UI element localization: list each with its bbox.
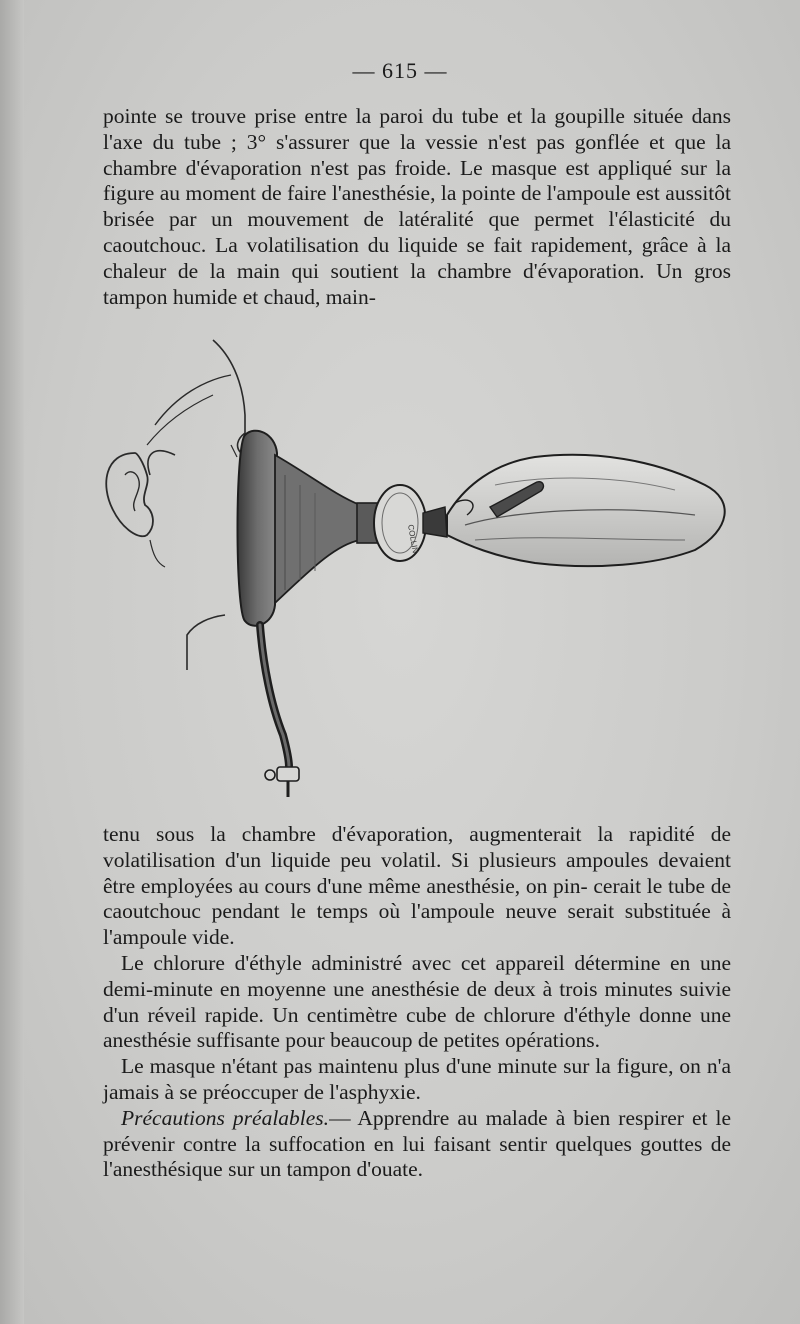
text-line: que permet l'élasticité du caoutchouc. La volatilisation du liquide [103, 207, 731, 257]
paragraph-precautions [103, 1106, 731, 1183]
text-line: dans l'axe du tube ; 3° s'assurer que la vessie n'est pas gonflée et [103, 104, 731, 154]
text-line: — Apprendre au malade à bien respirer [329, 1105, 684, 1130]
bottom-paragraphs [103, 822, 731, 1183]
text-line: Le chlorure d'éthyle administré avec cet appareil détermine en [121, 950, 691, 975]
text-line: pointe se trouve prise entre la paroi du tube et la goupille située [103, 104, 684, 128]
text-line: gouttes de l'anesthésique sur un tampon d'ouate. [103, 1131, 731, 1182]
figure-drawing [95, 335, 735, 805]
top-paragraph [103, 104, 731, 310]
text-line: une demi-minute en moyenne une anesthésie de deux à trois [103, 950, 732, 1001]
anesthesia-mask-illustration [238, 431, 448, 626]
paragraph-continuation [103, 822, 731, 951]
device-label: COLLIN [406, 523, 420, 554]
text-line: et le prévenir contre la suffocation en lui faisant sentir quelques [103, 1105, 732, 1156]
text-line: opérations. [505, 1028, 600, 1053]
page-gutter-shadow [0, 0, 24, 1324]
text-line: neuve serait substituée à l'ampoule vide. [103, 899, 731, 950]
text-line: cerait le tube de caoutchouc pendant le temps où l'ampoule [103, 873, 732, 924]
page-number: — 615 — [352, 58, 448, 83]
text-line: se fait rapidement, grâce à la chaleur de la main qui soutient la [103, 232, 731, 283]
text-line: volatilisation d'un liquide peu volatil. Si plusieurs ampoules [103, 847, 649, 872]
paragraph-chlorure [103, 951, 731, 1054]
text-line: tenu sous la chambre d'évaporation, augmenterait la rapidité de [103, 822, 731, 846]
text-line: minutes suivie d'un réveil rapide. Un centimètre cube de chlorure [103, 976, 732, 1027]
text-line: figure, on n'a jamais à se préoccuper de l'asphyxie. [103, 1054, 732, 1104]
text-line: appliqué sur la figure au moment de faire l'anesthésie, la pointe [103, 155, 731, 206]
text-line: devaient être employées au cours d'une même anesthésie, on pin- [103, 847, 731, 898]
anesthesia-apparatus-figure [95, 335, 735, 805]
paragraph-masque [103, 1054, 731, 1106]
rubber-bladder-illustration [447, 455, 725, 566]
text-line: chambre d'évaporation. Un gros tampon humide et chaud, main- [103, 258, 731, 309]
head-profile-illustration [106, 340, 245, 670]
section-heading: Précautions préalables. [121, 1105, 330, 1130]
stopcock-illustration [265, 767, 299, 797]
text-line: de l'ampoule est aussitôt brisée par un mouvement de latéralité [103, 181, 731, 232]
text-line: Le masque n'étant pas maintenu plus d'une minute sur la [121, 1054, 611, 1079]
text-line: d'éthyle donne une anesthésie suffisante pour beaucoup de petites [103, 1002, 731, 1053]
text-line: que la chambre d'évaporation n'est pas froide. Le masque est [103, 129, 732, 180]
rubber-tube-illustration [260, 625, 289, 767]
